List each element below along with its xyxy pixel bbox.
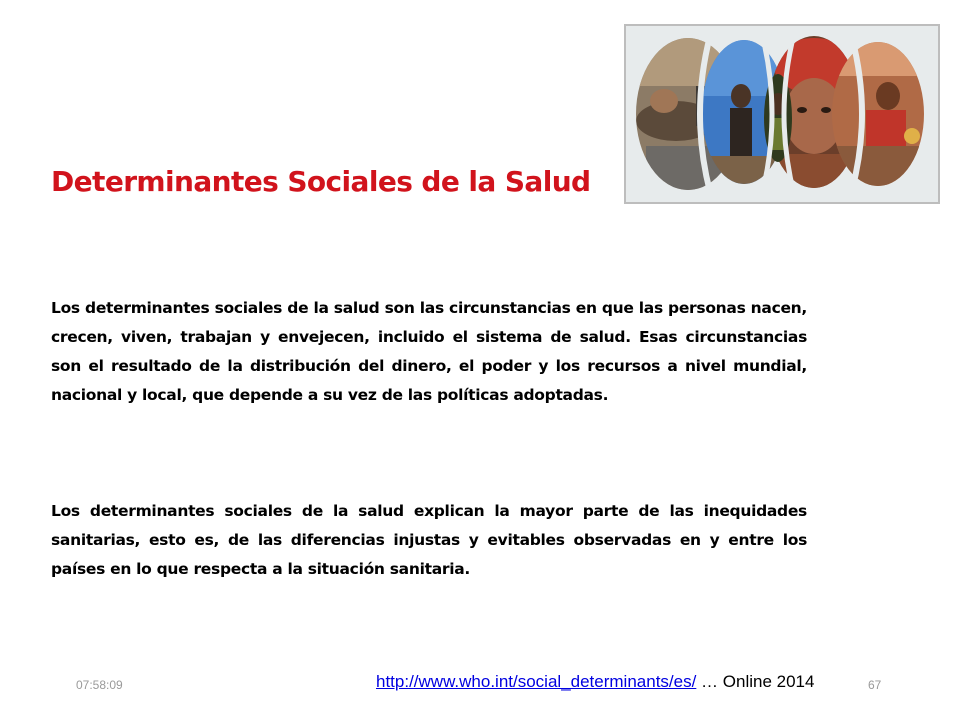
slide-title: Determinantes Sociales de la Salud [51, 165, 591, 198]
who-link[interactable]: http://www.who.int/social_determinants/es/ [376, 672, 697, 691]
footer-page-number: 67 [868, 678, 882, 692]
citation [376, 672, 814, 692]
collage-image [626, 26, 938, 202]
paragraph-inequities: Los determinantes sociales de la salud explican la mayor parte de las inequidades sanitarias, esto es, de las diferencias injustas y evitables observadas en y entre los países en lo que respecta a la situación sanitaria. [51, 501, 807, 578]
paragraph-definition: Los determinantes sociales de la salud son las circunstancias en que las personas nacen, crecen, viven, trabajan y envejecen, incluido el sistema de salud. Esas circunstancias son el resultado de la distribución del dinero, el poder y los recursos a nivel mundial, nacional y local, que depende a su vez de las políticas adoptadas. [51, 298, 807, 404]
footer-time: 07:58:09 [76, 678, 123, 692]
citation-suffix: … Online 2014 [696, 672, 815, 691]
who-photo-collage [624, 24, 940, 204]
